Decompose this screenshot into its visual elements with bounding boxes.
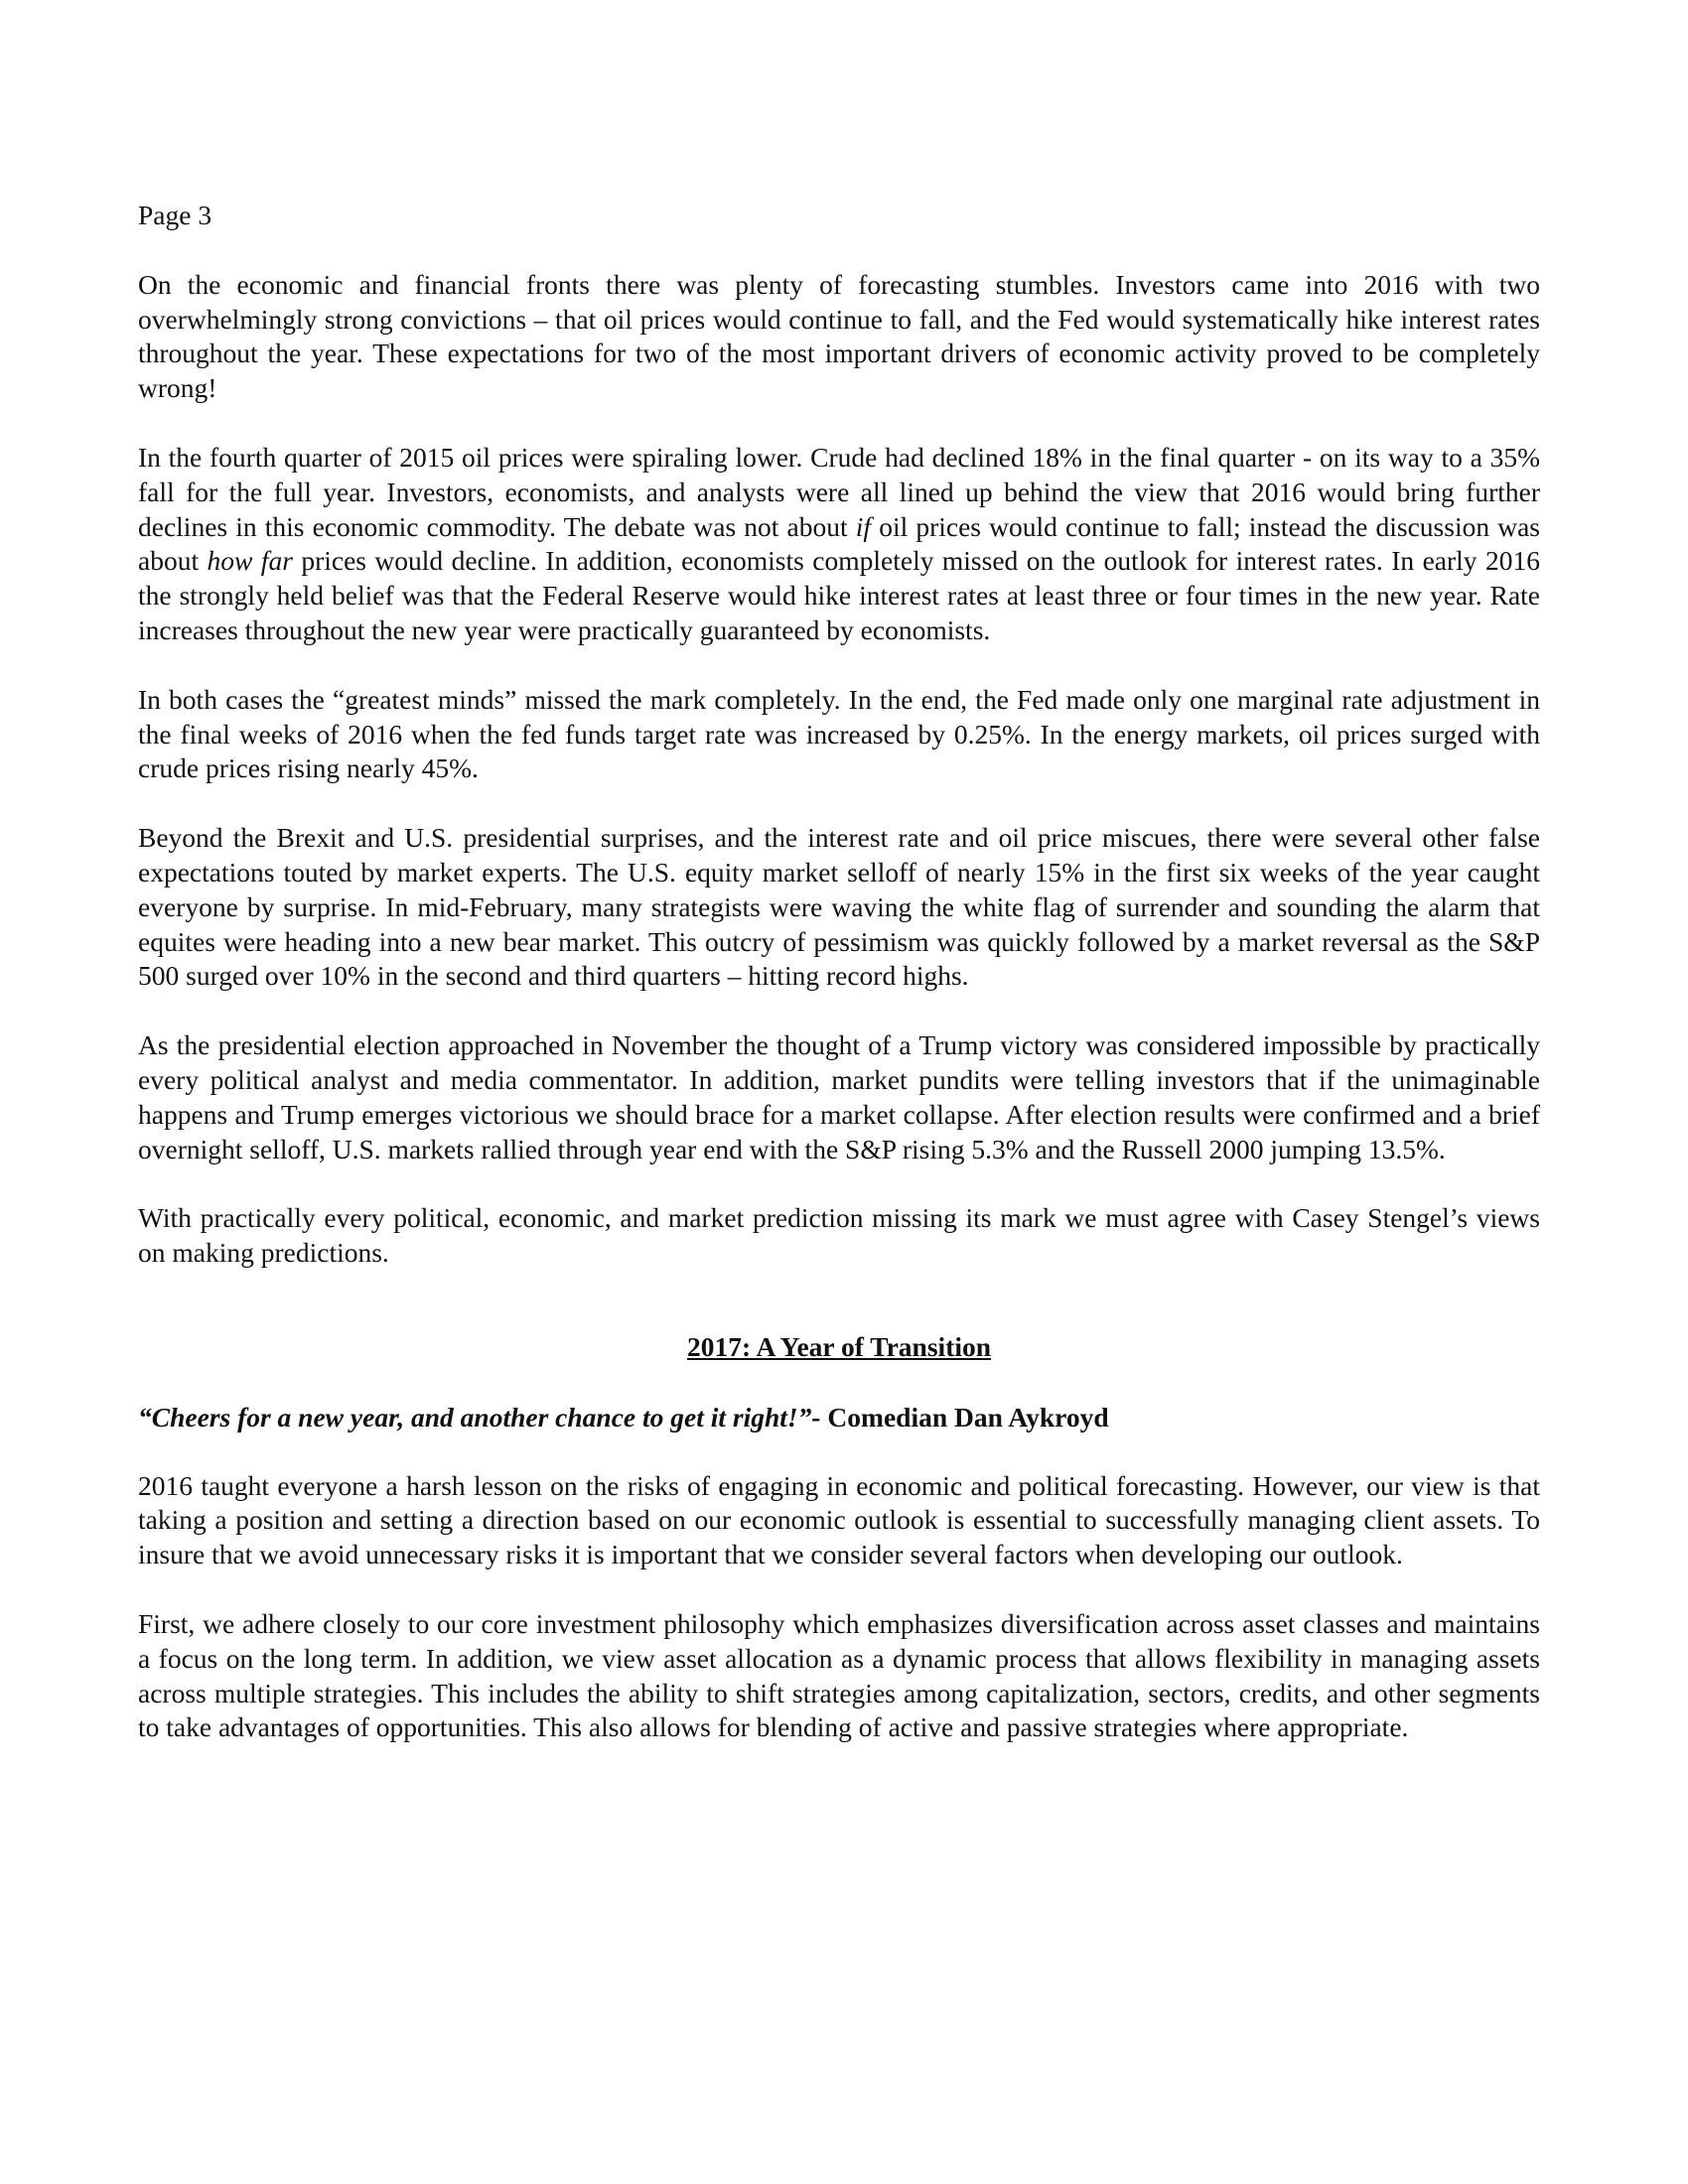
section-title: 2017: A Year of Transition <box>686 1330 992 1362</box>
top-paragraphs <box>138 268 1540 1271</box>
paragraph <box>138 821 1540 994</box>
paragraph-text: 2016 taught everyone a harsh lesson on the risks of engaging in economic and political forecasting. However, our view is that taking a position and setting a direction based on our economic outlook is essential to successfully managing client assets. To insure that we avoid unnecessary risks it is important that we consider several factors when developing our outlook. <box>138 1469 1540 1570</box>
paragraph-text: In the fourth quarter of 2015 oil prices were spiraling lower. Crude had declined 18% in the final quarter - on its way to a 35% fall for the full year. Investors, economists, and analysts were all lined up behind the view that 2016 would bring further declines in this economic commodity. The debate was not about <box>138 441 1540 542</box>
paragraph <box>138 683 1540 786</box>
section-quote <box>138 1401 1540 1435</box>
paragraph <box>138 1201 1540 1271</box>
emphasis-text: how far <box>207 545 293 577</box>
quote-attribution: Comedian Dan Aykroyd <box>827 1401 1109 1433</box>
paragraph-text: In both cases the “greatest minds” missed the mark completely. In the end, the Fed made only one marginal rate adjustment in the final weeks of 2016 when the fed funds target rate was increased by 0.25%. In the energy markets, oil prices surged with crude prices rising nearly 45%. <box>138 683 1540 784</box>
paragraph <box>138 1607 1540 1745</box>
paragraph-text: On the economic and financial fronts there was plenty of forecasting stumbles. Investors came into 2016 with two overwhelmingly strong convictions – that oil prices would continue to fall, and the Fed would systematically hike interest rates throughout the year. These expectations for two of the most important drivers of economic activity proved to be completely wrong! <box>138 268 1540 404</box>
emphasis-text: if <box>855 510 872 542</box>
paragraph-text: With practically every political, economic, and market prediction missing its mark we must agree with Casey Stengel’s views on making predictions. <box>138 1202 1540 1269</box>
bottom-paragraphs <box>138 1469 1540 1746</box>
paragraph <box>138 268 1540 406</box>
paragraph <box>138 1469 1540 1572</box>
paragraph <box>138 1028 1540 1166</box>
paragraph-text: As the presidential election approached in November the thought of a Trump victory was considered impossible by practically every political analyst and media commentator. In addition, market pundits were telling investors that if the unimaginable happens and Trump emerges victorious we should brace for a market collapse. After election results were confirmed and a brief overnight selloff, U.S. markets rallied through year end with the S&P rising 5.3% and the Russell 2000 jumping 13.5%. <box>138 1029 1540 1164</box>
paragraph-text: First, we adhere closely to our core investment philosophy which emphasizes diversification across asset classes and maintains a focus on the long term. In addition, we view asset allocation as a dynamic process that allows flexibility in managing assets across multiple strategies. This includes the ability to shift strategies among capitalization, sectors, credits, and other segments to take advantages of opportunities. This also allows for blending of active and passive strategies where appropriate. <box>138 1607 1540 1743</box>
paragraph <box>138 441 1540 648</box>
paragraph-text: Beyond the Brexit and U.S. presidential surprises, and the interest rate and oil price miscues, there were several other false expectations touted by market experts. The U.S. equity market selloff of nearly 15% in the first six weeks of the year caught everyone by surprise. In mid-February, many strategists were waving the white flag of surrender and sounding the alarm that equites were heading into a new bear market. This outcry of pessimism was quickly followed by a market reversal as the S&P 500 surged over 10% in the second and third quarters – hitting record highs. <box>138 822 1540 992</box>
quote-text: “Cheers for a new year, and another chance to get it right!”- <box>138 1401 821 1433</box>
paragraph-text: oil prices would continue to fall; instead the discussion was about <box>138 510 1540 577</box>
document-page <box>138 199 1540 1780</box>
page-number: Page 3 <box>138 200 212 230</box>
paragraph-text: prices would decline. In addition, economists completely missed on the outlook for interest rates. In early 2016 the strongly held belief was that the Federal Reserve would hike interest rates at least three or four times in the new year. Rate increases throughout the new year were practically guaranteed by economists. <box>138 545 1540 645</box>
